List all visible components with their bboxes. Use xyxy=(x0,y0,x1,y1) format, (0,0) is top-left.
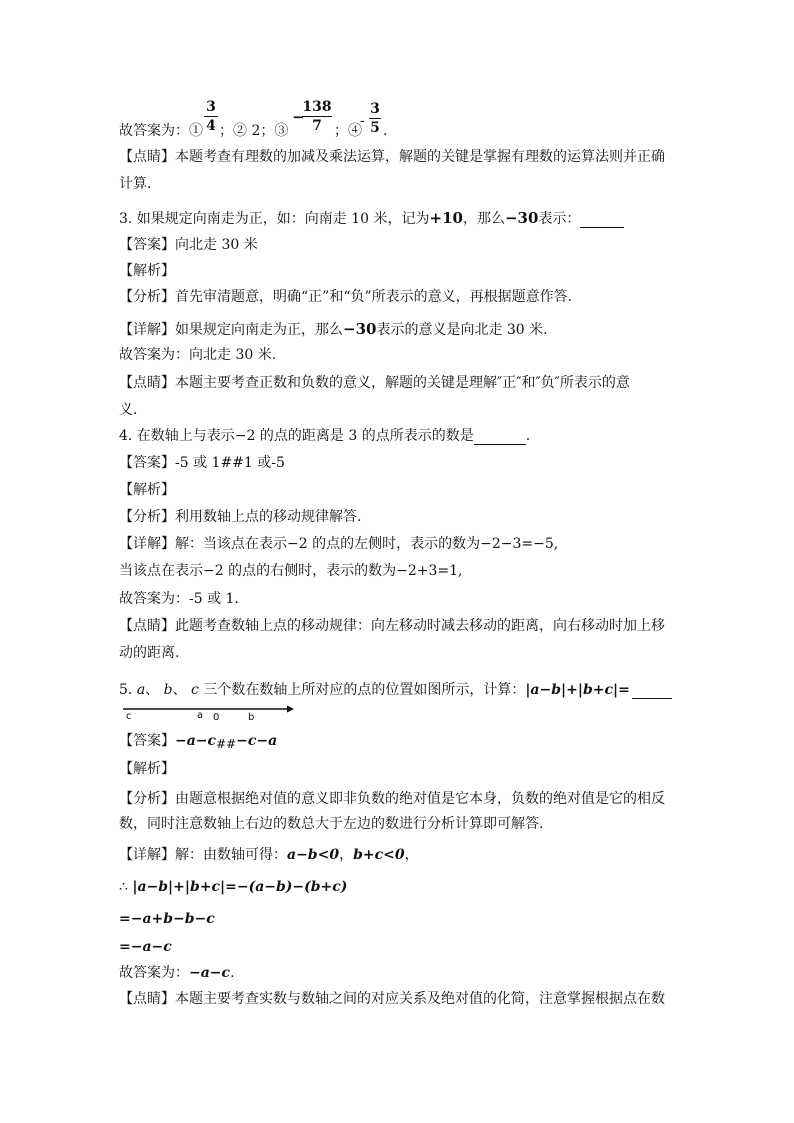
q5-answer-blank xyxy=(632,684,672,699)
q3-minus30: −30 xyxy=(504,209,539,227)
q2-minus-2: − xyxy=(292,108,305,126)
q3-fenxi: 【分析】首先审清题意，明确“正”和“负”所表示的意义，再根据题意作答. xyxy=(119,289,573,305)
q5-answer-sep: ## xyxy=(216,737,237,751)
q4-question xyxy=(119,427,530,445)
q2-remark-line2: 计算. xyxy=(119,176,152,192)
q3-conclusion: 故答案为：向北走 30 米. xyxy=(119,347,277,363)
q5-var-c: c xyxy=(191,682,199,698)
q3-detail-minus30: −30 xyxy=(343,320,377,338)
q5-sep-2: 、 xyxy=(172,682,187,698)
q5-fenxi-line2: 数，同时注意数轴上右边的数总大于左边的数进行分析计算即可解答. xyxy=(119,816,544,832)
fraction-bar xyxy=(204,116,218,117)
q2-answer-prefix: 故答案为：① xyxy=(119,123,203,139)
q2-answer-sep2: ；④ xyxy=(334,123,362,139)
q4-analysis-label: 【解析】 xyxy=(119,482,175,498)
q5-analysis-label: 【解析】 xyxy=(119,761,175,777)
axis-label-b: b xyxy=(248,712,255,723)
q2-answer-end: . xyxy=(383,123,388,139)
q3-answer-blank xyxy=(580,213,624,228)
q4-detail-line1: 【详解】解：当该点在表示−2 的点的左侧时，表示的数为−2−3=−5, xyxy=(119,536,559,552)
q5-answer-expr1: −a−c xyxy=(175,733,217,749)
q4-question-text: 4. 在数轴上与表示−2 的点的距离是 3 的点所表示的数是 xyxy=(119,428,474,444)
q5-step3: =−a−c xyxy=(119,939,172,955)
q5-ineq-end: ， xyxy=(404,847,419,863)
q5-question xyxy=(119,681,672,699)
fraction-bar xyxy=(302,116,332,117)
q5-step2: =−a+b−b−c xyxy=(119,911,215,927)
q3-question-b: ，那么 xyxy=(462,211,505,227)
q5-step1: |a−b|+|b+c|=−(a−b)−(b+c) xyxy=(132,879,348,895)
q5-conclusion-end: . xyxy=(230,965,235,981)
q4-answer: 【答案】-5 或 1##1 或-5 xyxy=(119,455,285,471)
q2-fraction-1-num: 3 xyxy=(206,99,216,115)
q4-remark-line2: 动的距离. xyxy=(119,645,180,661)
number-line-axis xyxy=(119,702,299,718)
q2-answer-sep1: ；② 2；③ xyxy=(219,123,289,139)
q3-remark-line2: 义. xyxy=(119,402,138,418)
q5-remark-line1: 【点睛】本题主要考查实数与数轴之间的对应关系及绝对值的化简，注意掌握根据点在数 xyxy=(119,991,665,1007)
q2-fraction-2-num: 138 xyxy=(302,99,332,115)
q5-question-b: 三个数在数轴上所对应的点的位置如图所示，计算： xyxy=(203,682,526,698)
q2-fraction-1-den: 4 xyxy=(206,118,216,134)
q5-sep-1: 、 xyxy=(145,682,160,698)
q5-conclusion xyxy=(119,964,235,982)
q5-ineq1: a−b<0 xyxy=(287,847,340,863)
q5-conclusion-expr: −a−c xyxy=(189,965,231,981)
q2-fraction-2 xyxy=(302,99,332,134)
q2-fraction-3-den: 5 xyxy=(370,120,380,136)
fraction-bar xyxy=(369,118,381,119)
q5-conclusion-a: 故答案为： xyxy=(119,965,189,981)
q5-ineq-sep: ， xyxy=(339,847,354,863)
q3-analysis-label: 【解析】 xyxy=(119,263,175,279)
therefore-icon: ∴ xyxy=(119,879,128,895)
q3-question-a: 3. 如果规定向南走为正，如：向南走 10 米，记为 xyxy=(119,211,430,227)
axis-label-zero: 0 xyxy=(213,712,220,723)
q3-answer: 【答案】向北走 30 米 xyxy=(119,237,258,253)
q3-plus10: +10 xyxy=(429,209,463,227)
q3-detail-b: 表示的意义是向北走 30 米. xyxy=(376,322,548,338)
q3-question-c: 表示： xyxy=(538,211,581,227)
q3-detail-a: 【详解】如果规定向南走为正，那么 xyxy=(119,322,343,338)
q5-answer xyxy=(119,732,277,750)
q4-fenxi: 【分析】利用数轴上点的移动规律解答. xyxy=(119,509,362,525)
q5-var-a: a xyxy=(136,682,146,698)
axis-label-a: a xyxy=(197,710,204,721)
q5-ineq2: b+c<0 xyxy=(353,847,405,863)
q5-step1-line xyxy=(119,878,347,896)
q5-detail xyxy=(119,846,419,864)
q3-remark-line1: 【点睛】本题主要考查正数和负数的意义，解题的关键是理解″正″和″负″所表示的意 xyxy=(119,375,630,391)
q2-fraction-1 xyxy=(204,99,218,134)
q4-conclusion: 故答案为：-5 或 1. xyxy=(119,591,239,607)
q4-detail-line2: 当该点在表示−2 的点的右侧时，表示的数为−2+3=1, xyxy=(119,563,463,579)
q5-var-b: b xyxy=(163,682,173,698)
q2-fraction-2-den: 7 xyxy=(312,118,322,134)
q2-fraction-3-num: 3 xyxy=(370,101,380,117)
q5-expression: |a−b|+|b+c|= xyxy=(525,682,630,698)
q5-answer-label: 【答案】 xyxy=(119,733,175,749)
q5-detail-a: 【详解】解：由数轴可得： xyxy=(119,847,287,863)
q2-remark-line1: 【点睛】本题考查有理数的加减及乘法运算，解题的关键是掌握有理数的运算法则并正确 xyxy=(119,149,665,165)
q4-question-end: . xyxy=(525,428,531,444)
q4-remark-line1: 【点睛】此题考查数轴上点的移动规律：向左移动时减去移动的距离，向右移动时加上移 xyxy=(119,618,665,634)
q2-fraction-3 xyxy=(369,101,381,136)
q5-question-a: 5. xyxy=(119,682,133,698)
axis-arrow-icon xyxy=(287,706,294,713)
q2-minus-3: - xyxy=(360,113,365,129)
q4-answer-blank xyxy=(474,430,526,445)
q5-answer-expr2: −c−a xyxy=(236,733,278,749)
axis-label-c: c xyxy=(126,711,132,722)
q3-detail xyxy=(119,320,548,339)
q3-question xyxy=(119,209,624,228)
q5-fenxi-line1: 【分析】由题意根据绝对值的意义即非负数的绝对值是它本身，负数的绝对值是它的相反 xyxy=(119,791,665,807)
